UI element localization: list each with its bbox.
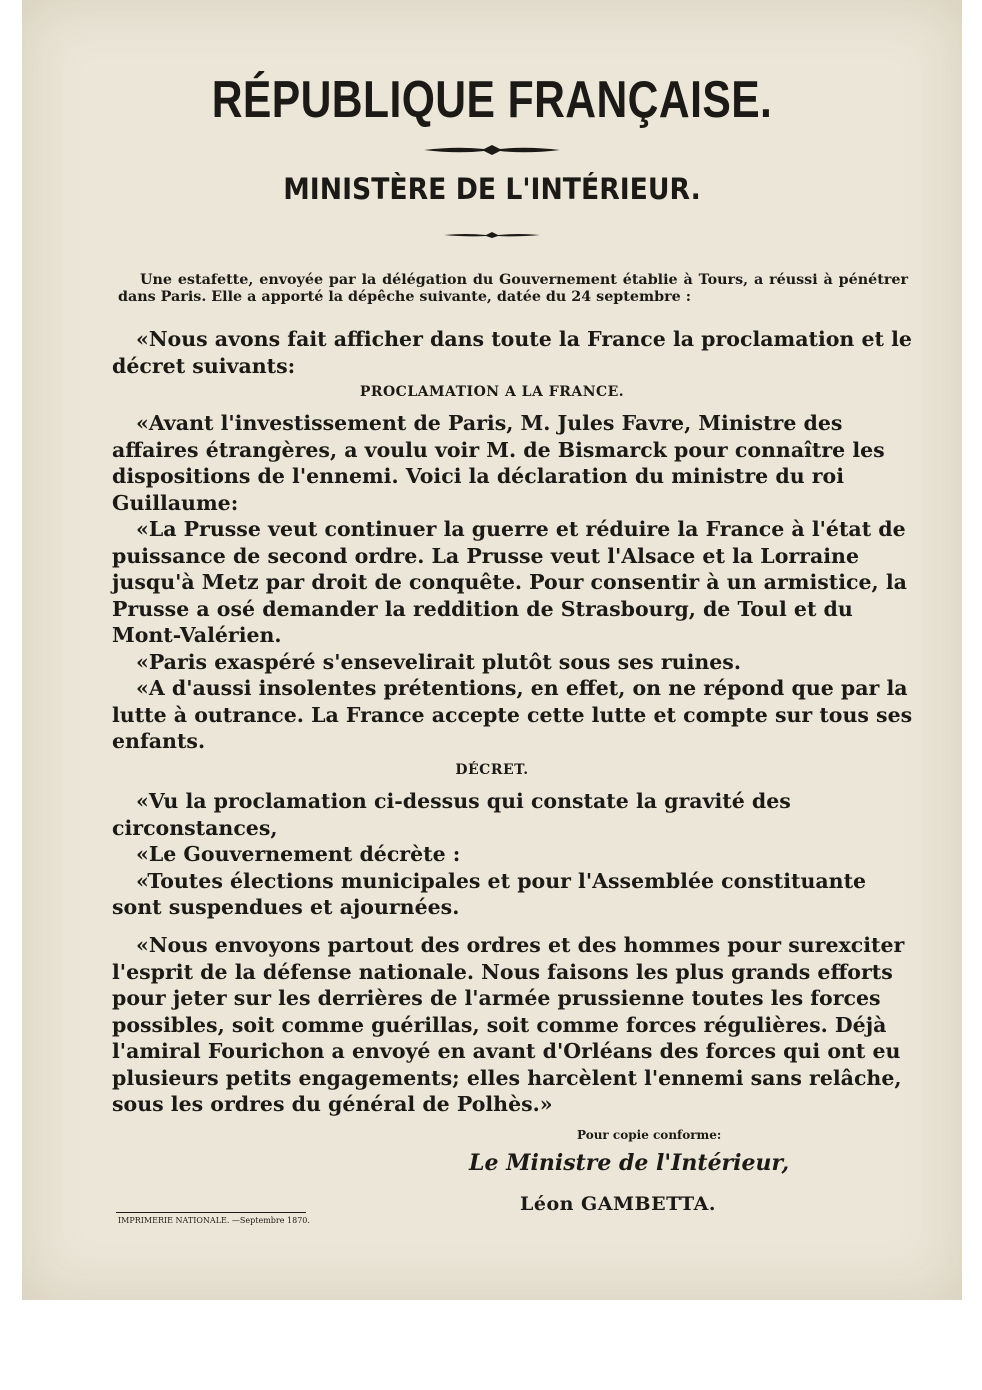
opening-text: «Nous avons fait afficher dans toute la France la proclamation et le décret suivants: [112, 327, 912, 378]
proclamation-paragraph: «La Prusse veut continuer la guerre et réduire la France à l'état de puissance de second ordre. La Prusse veut l'Alsace et la Lorraine jusqu'à Metz par droit de conquête. Pour consentir à un armistice, la Prusse a osé demander la reddition de Strasbourg, de Toul et du Mont-Valérien. [112, 517, 907, 647]
ornament-divider [422, 143, 562, 157]
poster-sheet [22, 0, 962, 1300]
ornament-divider [442, 230, 542, 240]
proclamation-paragraph: «Paris exaspéré s'ensevelirait plutôt sous ses ruines. [136, 649, 741, 674]
opening-paragraph [112, 326, 918, 379]
imprint-rule [116, 1212, 306, 1213]
decret-body [112, 788, 918, 921]
decret-heading: DÉCRET. [455, 762, 529, 778]
intro-paragraph [118, 272, 908, 306]
signatory-name: Léon GAMBETTA. [520, 1193, 717, 1215]
decret-paragraph: «Le Gouvernement décrète : [136, 842, 461, 866]
ministry-title: MINISTÈRE DE L'INTÉRIEUR. [283, 172, 701, 206]
proclamation-paragraph: «A d'aussi insolentes prétentions, en effet, on ne répond que par la lutte à outrance. La France accepte cette lutte et compte sur tous ses enfants. [112, 676, 913, 753]
decret-paragraph: «Toutes élections municipales et pour l'Assemblée constituante sont suspendues et ajournées. [112, 868, 867, 919]
poster-title: RÉPUBLIQUE FRANÇAISE. [211, 71, 773, 129]
printer-imprint: IMPRIMERIE NATIONALE. —Septembre 1870. [118, 1216, 310, 1225]
proclamation-body [112, 410, 918, 755]
intro-text: Une estafette, envoyée par la délégation du Gouvernement établie à Tours, a réussi à pénétrer dans Paris. Elle a apporté la dépêche suivante, datée du 24 septembre : [118, 272, 908, 305]
closing-paragraph [112, 932, 918, 1118]
proclamation-paragraph: «Avant l'investissement de Paris, M. Jules Favre, Ministre des affaires étrangères, a voulu voir M. de Bismarck pour connaître les dispositions de l'ennemi. Voici la déclaration du ministre du roi Guillaume: [112, 411, 885, 515]
closing-text: «Nous envoyons partout des ordres et des hommes pour surexciter l'esprit de la défense nationale. Nous faisons les plus grands efforts pour jeter sur les derrières de l'armée prussienne toutes les forces possibles, soit comme guérillas, soit comme forces régulières. Déjà l'amiral Fourichon a envoyé en avant d'Orléans des forces qui ont eu plusieurs petits engagements; elles harcèlent l'ennemi sans relâche, sous les ordres du général de Polhès.» [112, 933, 905, 1116]
proclamation-heading: PROCLAMATION A LA FRANCE. [359, 384, 625, 400]
decret-paragraph: «Vu la proclamation ci-dessus qui constate la gravité des circonstances, [112, 789, 791, 840]
minister-title: Le Ministre de l'Intérieur, [469, 1150, 790, 1176]
copy-note: Pour copie conforme: [577, 1128, 722, 1142]
